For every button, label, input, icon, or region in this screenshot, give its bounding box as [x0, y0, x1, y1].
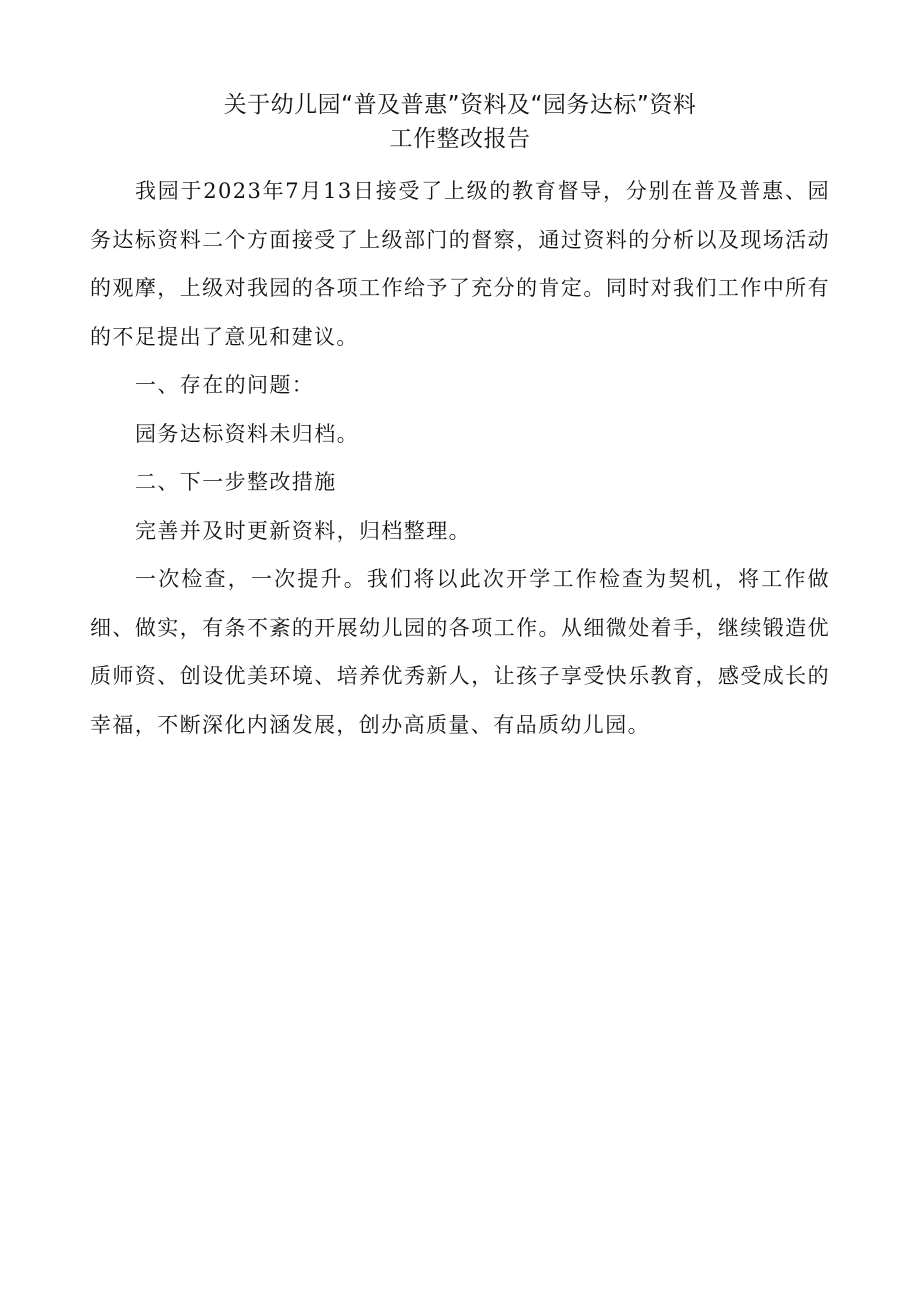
- paragraph-measures: 完善并及时更新资料，归档整理。: [135, 518, 471, 543]
- document-title-line-1: 关于幼儿园“普及普惠”资料及“园务达标”资料: [223, 92, 697, 118]
- paragraph-intro: 我园于2023年7月13日接受了上级的教育督导，分别在普及普惠、园务达标资料二个方面接受了上级部门的督察，通过资料的分析以及现场活动的观摩，上级对我园的各项工作给予了充分的肯定。同时对我们工作中所有的不足提出了意见和建议。: [90, 179, 830, 349]
- heading-existing-problems: 一、存在的问题：: [135, 373, 315, 397]
- document-title-line-2: 工作整改报告: [389, 126, 531, 152]
- heading-next-steps: 二、下一步整改措施: [135, 470, 337, 494]
- paragraph-problem: 园务达标资料未归档。: [135, 421, 359, 446]
- paragraph-conclusion: 一次检查，一次提升。我们将以此次开学工作检查为契机，将工作做细、做实，有条不紊的开展幼儿园的各项工作。从细微处着手，继续锻造优质师资、创设优美环境、培养优秀新人，让孩子享受快乐教育，感受成长的幸福，不断深化内涵发展，创办高质量、有品质幼儿园。: [90, 567, 830, 737]
- document-body: [90, 167, 830, 749]
